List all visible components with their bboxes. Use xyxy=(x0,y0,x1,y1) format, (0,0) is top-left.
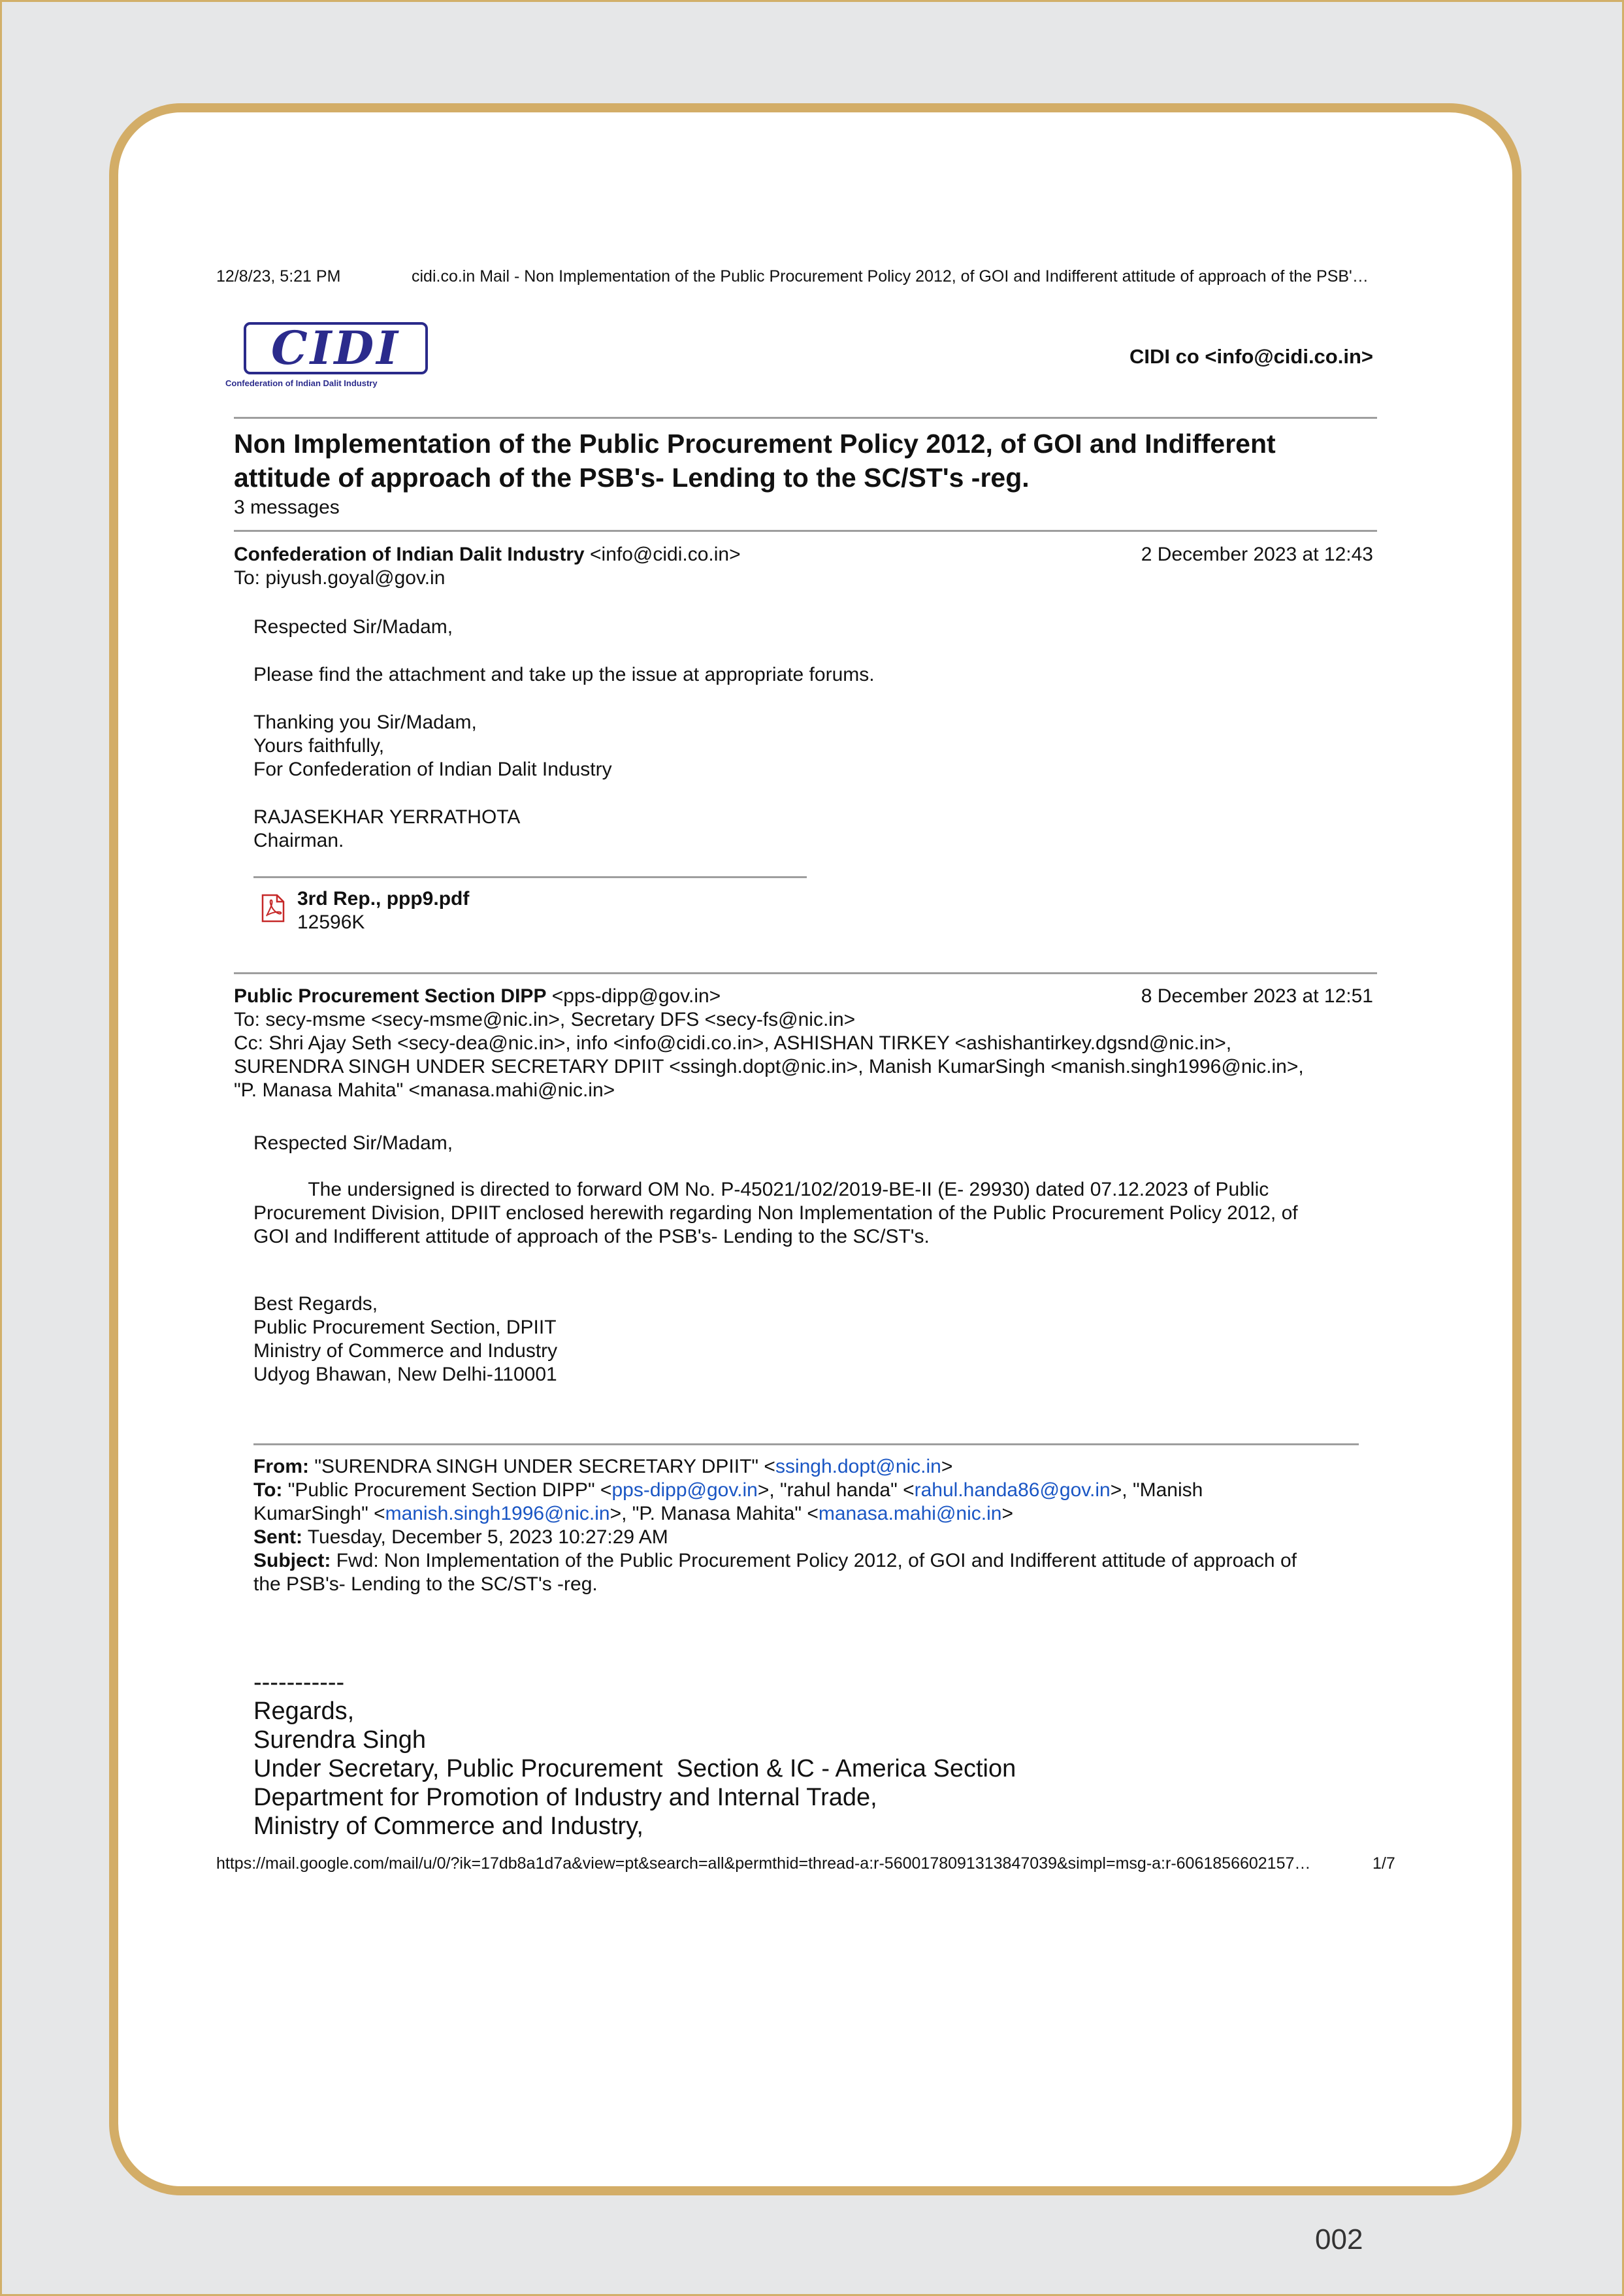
to-text: >, "rahul handa" < xyxy=(757,1479,915,1501)
to-email-link[interactable]: pps-dipp@gov.in xyxy=(611,1479,758,1501)
print-footer-page: 1/7 xyxy=(1372,1854,1395,1873)
from-end: > xyxy=(941,1456,953,1477)
message2-cc: Cc: Shri Ajay Seth <secy-dea@nic.in>, info <info@cidi.co.in>, ASHISHAN TIRKEY <ashishantirkey.dgsnd@nic.in>, SURENDRA SINGH UNDER SECRETARY DPIIT <ssingh.dopt@nic.in>, Manish KumarSingh <manish.singh1996@nic.in>, "P. Manasa Mahita" <manasa.mahi@nic.in> xyxy=(234,1032,1304,1101)
from-email-link[interactable]: ssingh.dopt@nic.in xyxy=(775,1456,941,1477)
to-text: >, "Manish xyxy=(1110,1479,1203,1501)
message-count: 3 messages xyxy=(234,497,340,518)
pdf-icon[interactable] xyxy=(260,894,286,923)
message1-body: Please find the attachment and take up the issue at appropriate forums. xyxy=(253,664,875,685)
attachment-divider xyxy=(253,876,807,878)
sent-label: Sent: xyxy=(253,1526,302,1548)
message1-closing: Thanking you Sir/Madam, Yours faithfully, For Confederation of Indian Dalit Industry xyxy=(253,712,612,780)
account-label: CIDI co <info@cidi.co.in> xyxy=(1129,345,1373,368)
subject-value: Fwd: Non Implementation of the Public Procurement Policy 2012, of GOI and Indifferent attitude of approach of the PSB's- Lending to the SC/ST's -reg. xyxy=(253,1550,1297,1595)
cidi-logo xyxy=(244,322,428,374)
logo-subtitle: Confederation of Indian Dalit Industry xyxy=(225,378,378,388)
sender-email: <pps-dipp@gov.in> xyxy=(546,985,721,1007)
attachment-size: 12596K xyxy=(297,911,365,933)
thread-subject-line-2: attitude of approach of the PSB's- Lending to the SC/ST's -reg. xyxy=(234,463,1030,493)
message2-closing: Best Regards, Public Procurement Section, DPIIT Ministry of Commerce and Industry Udyog Bhawan, New Delhi-110001 xyxy=(253,1293,558,1385)
print-page-title: cidi.co.in Mail - Non Implementation of the Public Procurement Policy 2012, of GOI and Indifferent attitude of approach of the PSB'… xyxy=(412,267,1369,286)
message2-date: 8 December 2023 at 12:51 xyxy=(1141,985,1373,1007)
to-text: "Public Procurement Section DIPP" < xyxy=(282,1479,612,1501)
message1-date: 2 December 2023 at 12:43 xyxy=(1141,544,1373,565)
attachment-name[interactable]: 3rd Rep., ppp9.pdf xyxy=(297,888,470,910)
subject-label: Subject: xyxy=(253,1550,331,1571)
to-text: KumarSingh" < xyxy=(253,1503,385,1524)
to-text: > xyxy=(1001,1503,1013,1524)
print-datetime: 12/8/23, 5:21 PM xyxy=(216,267,341,286)
sender-name: Confederation of Indian Dalit Industry xyxy=(234,544,585,565)
to-email-link[interactable]: manasa.mahi@nic.in xyxy=(818,1503,1002,1524)
sent-value: Tuesday, December 5, 2023 10:27:29 AM xyxy=(302,1526,668,1548)
message2-to: To: secy-msme <secy-msme@nic.in>, Secretary DFS <secy-fs@nic.in> xyxy=(234,1009,856,1030)
message2-sender xyxy=(234,985,721,1008)
divider xyxy=(234,530,1377,532)
message1-greeting: Respected Sir/Madam, xyxy=(253,616,453,638)
sender-email: <info@cidi.co.in> xyxy=(584,544,741,565)
logo-text: CIDI xyxy=(271,321,400,375)
message1-sender xyxy=(234,543,741,566)
divider xyxy=(234,417,1377,419)
from-name: "SURENDRA SINGH UNDER SECRETARY DPIIT" < xyxy=(309,1456,775,1477)
forward-divider xyxy=(253,1443,1359,1445)
to-label: To: xyxy=(253,1479,283,1501)
to-text: >, "P. Manasa Mahita" < xyxy=(609,1503,819,1524)
sender-name: Public Procurement Section DIPP xyxy=(234,985,547,1007)
page-number: 002 xyxy=(1315,2223,1363,2255)
from-label: From: xyxy=(253,1456,309,1477)
message1-to: To: piyush.goyal@gov.in xyxy=(234,567,446,589)
message2-signature: ----------- Regards, Surendra Singh Under Secretary, Public Procurement Section & IC - America Section Department for Promotion of Industry and Internal Trade, Ministry of Commerce and Industry, xyxy=(253,1669,1016,1840)
message2-greeting: Respected Sir/Madam, xyxy=(253,1132,453,1154)
message2-body: The undersigned is directed to forward OM No. P-45021/102/2019-BE-II (E- 29930) dated 07.12.2023 of Public Procurement Division, DPIIT enclosed herewith regarding Non Implementation of the Public Procurement Policy 2012, of GOI and Indifferent attitude of approach of the PSB's- Lending to the SC/ST's. xyxy=(253,1179,1298,1247)
message1-signature: RAJASEKHAR YERRATHOTA Chairman. xyxy=(253,806,521,851)
print-footer-url: https://mail.google.com/mail/u/0/?ik=17db8a1d7a&view=pt&search=all&permthid=thread-a:r-5600178091313847039&simpl=msg-a:r-6061856602157… xyxy=(216,1854,1311,1873)
to-email-link[interactable]: manish.singh1996@nic.in xyxy=(385,1503,610,1524)
to-email-link[interactable]: rahul.handa86@gov.in xyxy=(914,1479,1111,1501)
thread-subject-line-1: Non Implementation of the Public Procurement Policy 2012, of GOI and Indifferent xyxy=(234,429,1276,459)
divider xyxy=(234,972,1377,974)
forward-header xyxy=(253,1455,1364,1596)
